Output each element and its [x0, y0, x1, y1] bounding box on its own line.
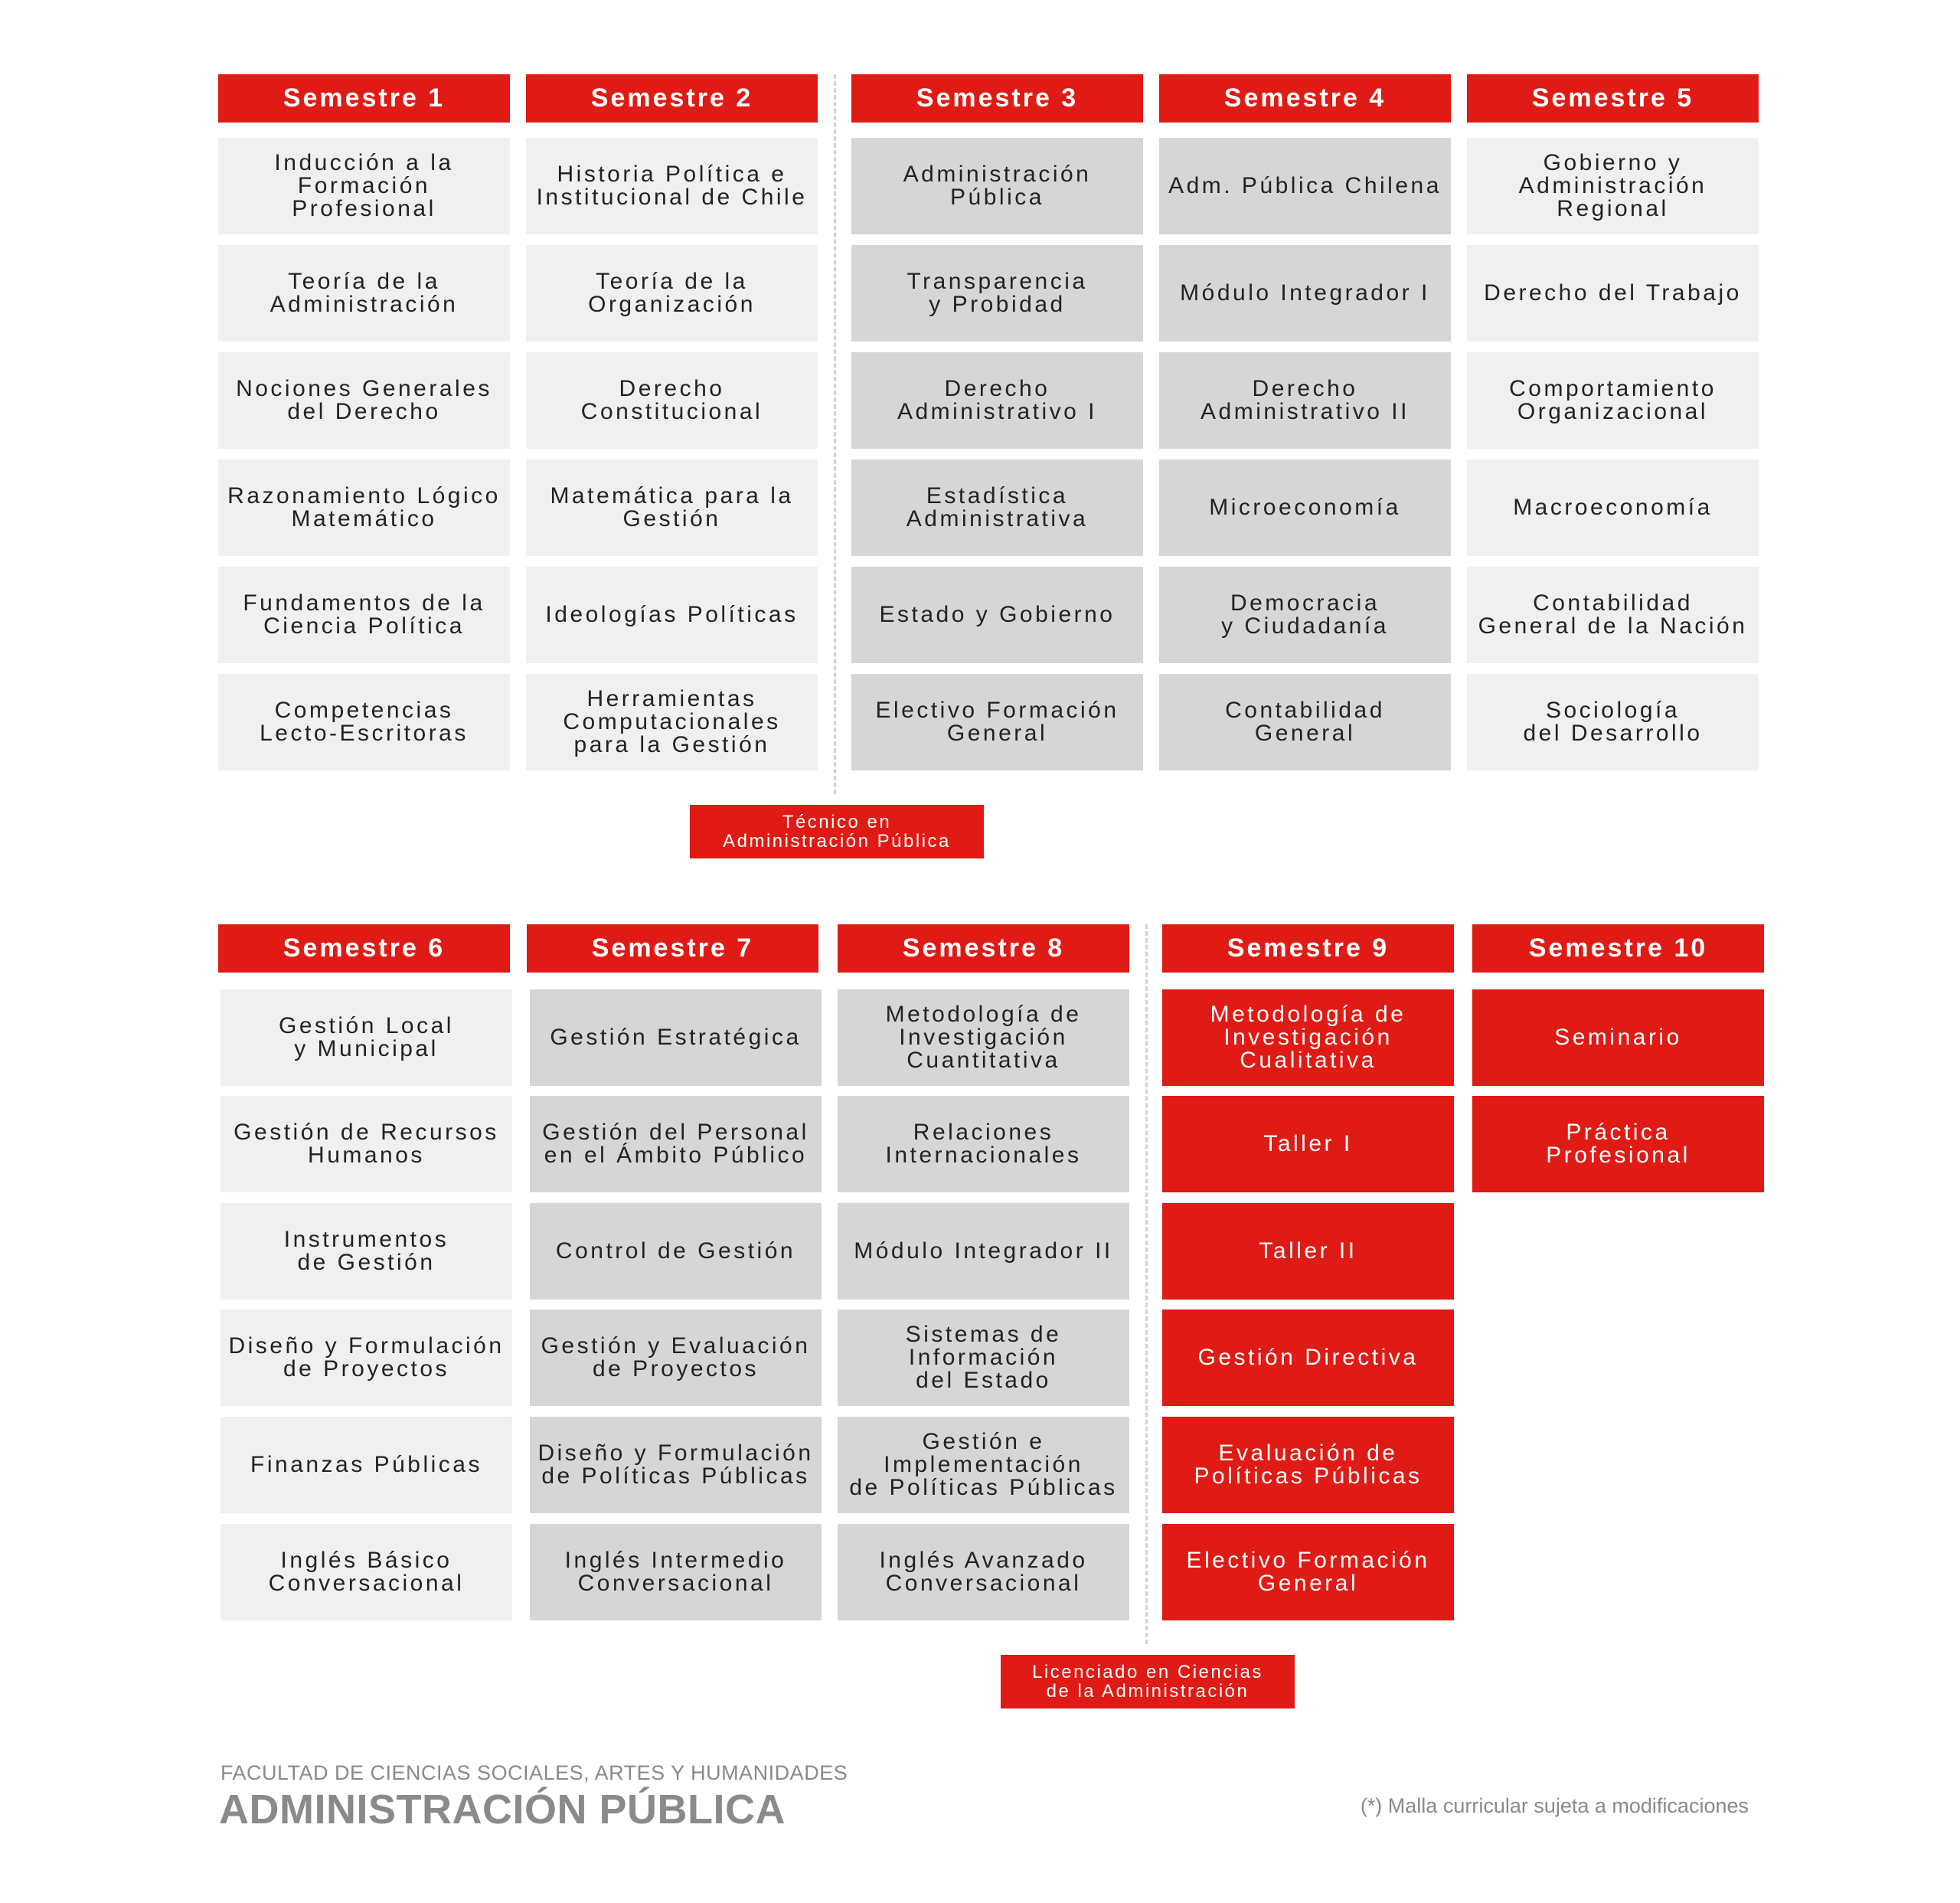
course-cell: Gestión y Evaluación de Proyectos: [530, 1310, 822, 1406]
course-cell: Electivo Formación General: [851, 674, 1143, 770]
faculty-name: FACULTAD DE CIENCIAS SOCIALES, ARTES Y HUMANIDADES: [220, 1761, 848, 1784]
course-cell: Estadística Administrativa: [851, 459, 1143, 556]
course-cell: Taller I: [1162, 1096, 1454, 1192]
program-title: ADMINISTRACIÓN PÚBLICA: [219, 1787, 786, 1833]
semester-5-header: Semestre 5: [1467, 74, 1759, 123]
course-cell: Diseño y Formulación de Políticas Públicas: [530, 1417, 822, 1513]
course-cell: Derecho Administrativo I: [851, 352, 1143, 449]
course-cell: Historia Política e Institucional de Chile: [526, 138, 818, 234]
curriculum-note: (*) Malla curricular sujeta a modificaciones: [1360, 1794, 1749, 1817]
semester-3-header: Semestre 3: [851, 74, 1143, 123]
course-cell: Sistemas de Información del Estado: [838, 1310, 1129, 1406]
semester-7-header: Semestre 7: [527, 924, 818, 973]
course-cell: Evaluación de Políticas Públicas: [1162, 1417, 1454, 1513]
degree-divider-line: [1145, 924, 1148, 1644]
course-cell: Derecho del Trabajo: [1467, 245, 1759, 342]
course-cell: Metodología de Investigación Cuantitativa: [838, 989, 1129, 1086]
course-cell: Transparencia y Probidad: [851, 245, 1143, 342]
course-cell: Contabilidad General: [1159, 674, 1451, 770]
course-cell: Teoría de la Organización: [526, 245, 818, 342]
course-cell: Nociones Generales del Derecho: [218, 352, 510, 449]
semester-4-header: Semestre 4: [1159, 74, 1451, 123]
course-cell: Democracia y Ciudadanía: [1159, 567, 1451, 663]
semester-1-header: Semestre 1: [218, 74, 510, 123]
semester-2-header: Semestre 2: [526, 74, 818, 123]
course-cell: Taller II: [1162, 1203, 1454, 1300]
degree-badge-licenciado: Licenciado en Ciencias de la Administración: [1001, 1655, 1295, 1708]
course-cell: Fundamentos de la Ciencia Política: [218, 567, 510, 663]
course-cell: Inglés Intermedio Conversacional: [530, 1524, 822, 1620]
course-cell: Gestión e Implementación de Políticas Públicas: [838, 1417, 1129, 1513]
course-cell: Gestión de Recursos Humanos: [220, 1096, 512, 1192]
course-cell: Instrumentos de Gestión: [220, 1203, 512, 1300]
course-cell: Estado y Gobierno: [851, 567, 1143, 663]
semester-6-header: Semestre 6: [218, 924, 510, 973]
course-cell: Gestión del Personal en el Ámbito Público: [530, 1096, 822, 1192]
course-cell: Macroeconomía: [1467, 459, 1759, 556]
course-cell: Módulo Integrador II: [838, 1203, 1129, 1300]
semester-8-header: Semestre 8: [838, 924, 1129, 973]
course-cell: Práctica Profesional: [1472, 1096, 1764, 1192]
course-cell: Competencias Lecto-Escritoras: [218, 674, 510, 770]
course-cell: Derecho Administrativo II: [1159, 352, 1451, 449]
course-cell: Inducción a la Formación Profesional: [218, 138, 510, 234]
course-cell: Seminario: [1472, 989, 1764, 1086]
course-cell: Inglés Avanzado Conversacional: [838, 1524, 1129, 1620]
course-cell: Módulo Integrador I: [1159, 245, 1451, 342]
course-cell: Gestión Local y Municipal: [220, 989, 512, 1086]
course-cell: Administración Pública: [851, 138, 1143, 234]
semester-10-header: Semestre 10: [1472, 924, 1764, 973]
course-cell: Metodología de Investigación Cualitativa: [1162, 989, 1454, 1086]
course-cell: Gobierno y Administración Regional: [1467, 138, 1759, 234]
course-cell: Inglés Básico Conversacional: [220, 1524, 512, 1620]
degree-divider-line: [834, 74, 836, 794]
course-cell: Sociología del Desarrollo: [1467, 674, 1759, 770]
semester-9-header: Semestre 9: [1162, 924, 1454, 973]
course-cell: Electivo Formación General: [1162, 1524, 1454, 1620]
course-cell: Teoría de la Administración: [218, 245, 510, 342]
course-cell: Adm. Pública Chilena: [1159, 138, 1451, 234]
course-cell: Relaciones Internacionales: [838, 1096, 1129, 1192]
course-cell: Razonamiento Lógico Matemático: [218, 459, 510, 556]
course-cell: Contabilidad General de la Nación: [1467, 567, 1759, 663]
course-cell: Comportamiento Organizacional: [1467, 352, 1759, 449]
course-cell: Herramientas Computacionales para la Gestión: [526, 674, 818, 770]
degree-badge-tecnico: Técnico en Administración Pública: [690, 805, 984, 858]
course-cell: Matemática para la Gestión: [526, 459, 818, 556]
course-cell: Gestión Estratégica: [530, 989, 822, 1086]
course-cell: Control de Gestión: [530, 1203, 822, 1300]
course-cell: Diseño y Formulación de Proyectos: [220, 1310, 512, 1406]
course-cell: Gestión Directiva: [1162, 1310, 1454, 1406]
course-cell: Ideologías Políticas: [526, 567, 818, 663]
course-cell: Finanzas Públicas: [220, 1417, 512, 1513]
course-cell: Microeconomía: [1159, 459, 1451, 556]
course-cell: Derecho Constitucional: [526, 352, 818, 449]
